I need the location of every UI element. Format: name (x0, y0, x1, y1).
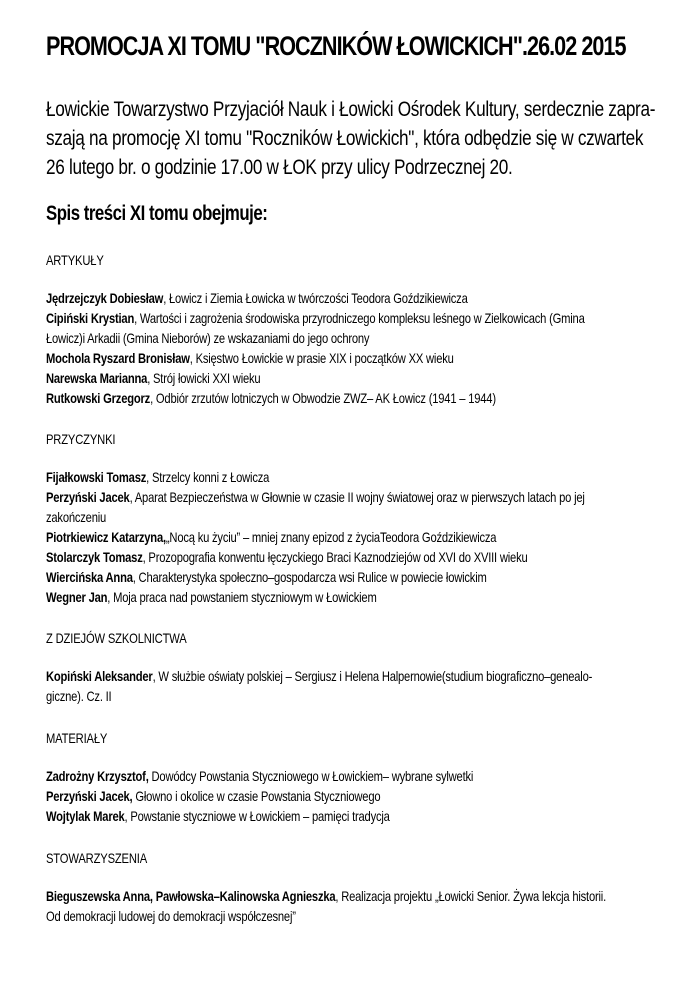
section-heading-materialy: MATERIAŁY (46, 730, 108, 746)
entry-title: , Odbiór zrzutów lotniczych w Obwodzie ZWZ– AK Łowicz (1941 – 1944) (150, 390, 496, 406)
entry-author: Zadrożny Krzysztof, (46, 768, 149, 784)
toc-heading: Spis treści XI tomu obejmuje: (46, 202, 268, 225)
entry-author: Piotrkiewicz Katarzyna, (46, 529, 166, 545)
section-heading-szkolnictwo: Z DZIEJÓW SZKOLNICTWA (46, 630, 187, 646)
entry-author: Wojtylak Marek (46, 808, 125, 824)
entry-title: , Moja praca nad powstaniem styczniowym w Łowickiem (107, 589, 377, 605)
entry-author: Stolarczyk Tomasz (46, 549, 143, 565)
toc-entry (46, 467, 269, 487)
toc-entry (46, 806, 390, 826)
intro-line: Łowickie Towarzystwo Przyjaciół Nauk i Łowicki Ośrodek Kultury, serdecznie zapra- (46, 97, 656, 121)
intro-line: 26 lutego br. o godzinie 17.00 w ŁOK przy ulicy Podrzecznej 20. (46, 155, 513, 179)
entry-title: , Wartości i zagrożenia środowiska przyrodniczego kompleksu leśnego w Zielkowicach (Gmina (134, 310, 585, 326)
toc-entry (46, 766, 473, 786)
entry-title: , Realizacja projektu „Łowicki Senior. Żywa lekcja historii. (335, 888, 606, 904)
entry-title: , Aparat Bezpieczeństwa w Głownie w czasie II wojny światowej oraz w pierwszych latach po jej (129, 489, 585, 505)
entry-title: , W służbie oświaty polskiej – Sergiusz i Helena Halpernowie(studium biograficzno–genealo- (152, 668, 593, 684)
section-heading-artykuly: ARTYKUŁY (46, 252, 104, 268)
toc-entry-continuation: giczne). Cz. II (46, 688, 112, 704)
entry-author: Bieguszewska Anna, Pawłowska–Kalinowska Agnieszka (46, 888, 336, 904)
entry-author: Wiercińska Anna (46, 569, 133, 585)
section-heading-przyczynki: PRZYCZYNKI (46, 431, 116, 447)
toc-entry (46, 567, 487, 587)
entry-author: Narewska Marianna (46, 370, 148, 386)
toc-entry (46, 886, 606, 906)
toc-entry (46, 308, 585, 328)
toc-entry (46, 388, 496, 408)
toc-entry (46, 786, 380, 806)
entry-title: , Powstanie styczniowe w Łowickiem – pamięci tradycja (124, 808, 390, 824)
entry-title: Dowódcy Powstania Styczniowego w Łowickiem– wybrane sylwetki (148, 768, 474, 784)
entry-author: Wegner Jan (46, 589, 108, 605)
entry-title: „Nocą ku życiu” – mniej znany epizod z życiaTeodora Goździkiewicza (165, 529, 497, 545)
entry-author: Perzyński Jacek, (46, 788, 133, 804)
entry-title: , Łowicz i Ziemia Łowicka w twórczości Teodora Goździkiewicza (163, 290, 468, 306)
toc-entry (46, 487, 585, 507)
entry-title: , Strój łowicki XXI wieku (147, 370, 261, 386)
toc-entry (46, 527, 496, 547)
toc-entry (46, 587, 377, 607)
toc-entry (46, 288, 468, 308)
entry-title: , Charakterystyka społeczno–gospodarcza wsi Rulice w powiecie łowickim (132, 569, 487, 585)
toc-entry-continuation: Od demokracji ludowej do demokracji współczesnej” (46, 908, 296, 924)
entry-author: Jędrzejczyk Dobiesław (46, 290, 164, 306)
entry-author: Perzyński Jacek (46, 489, 130, 505)
toc-entry-continuation: zakończeniu (46, 509, 107, 525)
entry-title: Głowno i okolice w czasie Powstania Styczniowego (132, 788, 381, 804)
entry-author: Mochola Ryszard Bronisław (46, 350, 190, 366)
entry-title: , Księstwo Łowickie w prasie XIX i początków XX wieku (189, 350, 454, 366)
entry-author: Kopiński Aleksander (46, 668, 153, 684)
entry-author: Rutkowski Grzegorz (46, 390, 151, 406)
toc-entry (46, 666, 592, 686)
entry-title: , Strzelcy konni z Łowicza (146, 469, 270, 485)
entry-title: , Prozopografia konwentu łęczyckiego Braci Kaznodziejów od XVI do XVIII wieku (142, 549, 528, 565)
intro-line: szają na promocję XI tomu "Roczników Łowickich", która odbędzie się w czwartek (46, 126, 644, 150)
intro-paragraph (46, 95, 654, 182)
page-title: PROMOCJA XI TOMU "ROCZNIKÓW ŁOWICKICH".26.02 2015 (46, 31, 626, 61)
toc-entry (46, 547, 528, 567)
toc-entry (46, 368, 260, 388)
toc-entry-continuation: Łowicz)i Arkadii (Gmina Nieborów) ze wskazaniami do jego ochrony (46, 330, 370, 346)
section-heading-stowarzyszenia: STOWARZYSZENIA (46, 850, 148, 866)
toc-entry (46, 348, 454, 368)
entry-author: Fijałkowski Tomasz (46, 469, 147, 485)
entry-author: Cipiński Krystian (46, 310, 135, 326)
